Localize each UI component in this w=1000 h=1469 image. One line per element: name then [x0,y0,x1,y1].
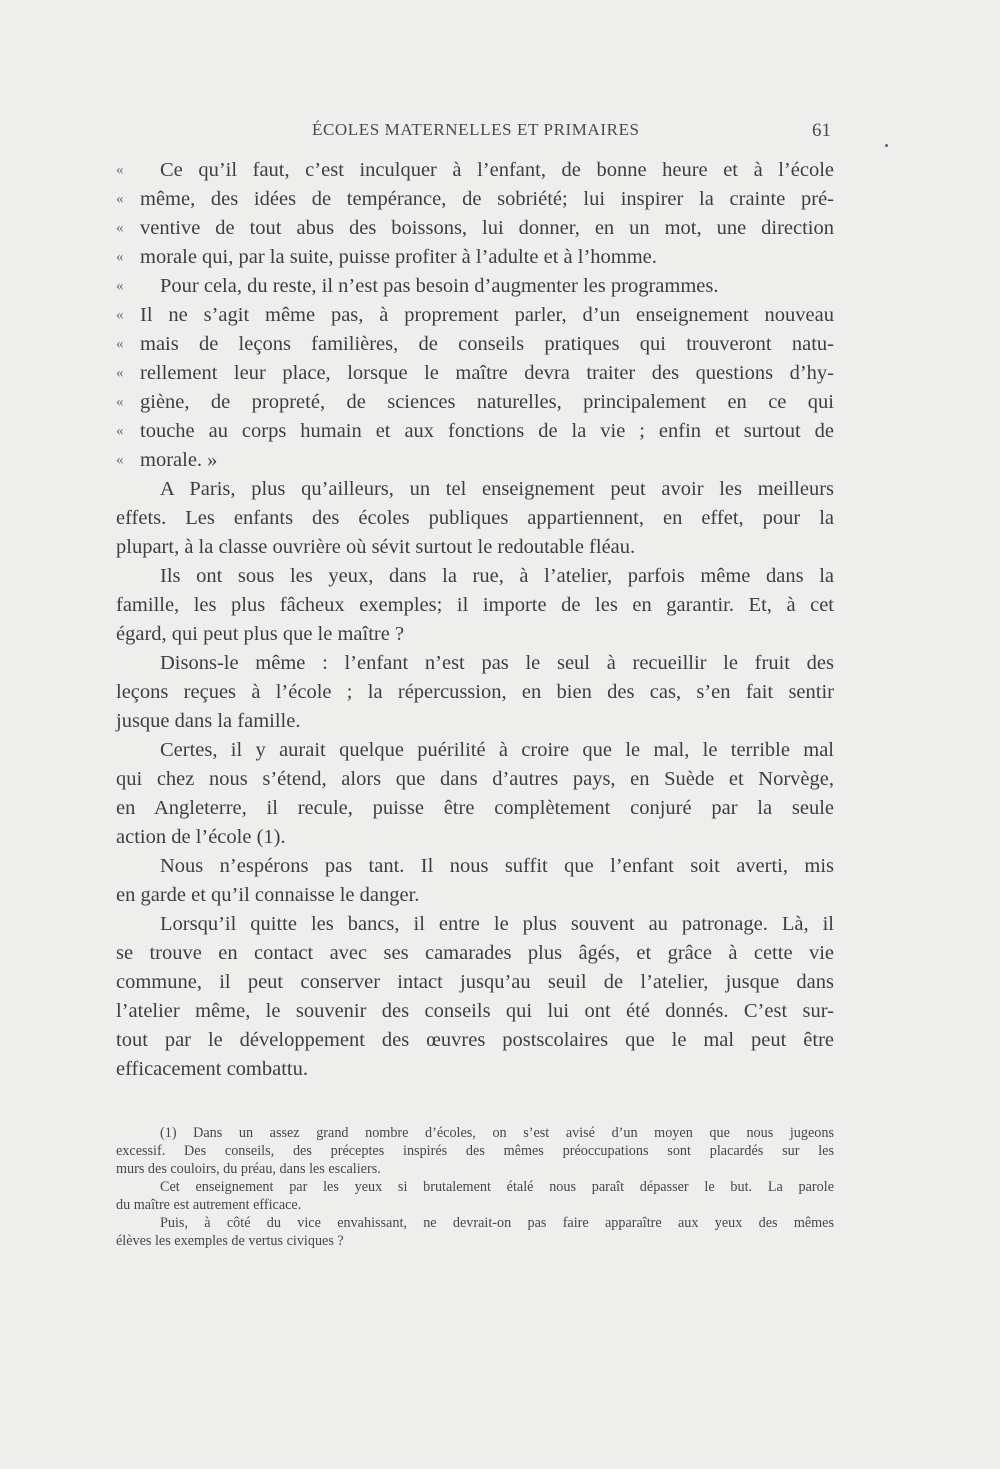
footnote-line [116,1232,834,1250]
footnotes [116,1124,834,1250]
paragraph-text: leçons reçues à l’école ; la répercussion, en bien des cas, s’en fait sentir [116,681,834,703]
paragraph-text: A Paris, plus qu’ailleurs, un tel enseignement peut avoir les meilleurs [160,478,834,500]
paragraph-line [116,968,834,997]
footnote-line [116,1178,834,1196]
quote-text: mais de leçons familières, de conseils pratiques qui trouveront natu- [140,333,834,355]
paragraph-line [116,649,834,678]
paragraph-text: tout par le développement des œuvres postscolaires que le mal peut être [116,1029,834,1051]
quotation-block [116,156,834,475]
indent-space [140,156,160,185]
running-head [0,120,1000,144]
paragraph-line [116,591,834,620]
quote-line [116,330,834,359]
quote-mark: « [116,365,124,381]
quote-line [116,272,834,301]
running-head-title: ÉCOLES MATERNELLES ET PRIMAIRES [312,120,640,139]
paragraph-line [116,910,834,939]
paragraph-text: égard, qui peut plus que le maître ? [116,623,405,645]
quote-text: Ce qu’il faut, c’est inculquer à l’enfant, de bonne heure et à l’école [160,159,834,181]
paragraph-text: qui chez nous s’étend, alors que dans d’autres pays, en Suède et Norvège, [116,768,834,790]
paragraph-line [116,852,834,881]
quote-text: giène, de propreté, de sciences naturelles, principalement en ce qui [140,391,834,413]
paragraph-line [116,533,834,562]
paragraph-text: Disons-le même : l’enfant n’est pas le seul à recueillir le fruit des [160,652,834,674]
footnote-text: Cet enseignement par les yeux si brutalement étalé nous paraît dépasser le but. La parole [160,1179,834,1195]
paragraph-line [116,794,834,823]
quote-mark: « [116,278,124,294]
quote-mark: « [116,336,124,352]
paragraph-text: plupart, à la classe ouvrière où sévit surtout le redoutable fléau. [116,536,636,558]
footnote-line [116,1214,834,1232]
quote-line [116,214,834,243]
quote-line [116,301,834,330]
quote-mark: « [116,220,124,236]
footnote-text: élèves les exemples de vertus civiques ? [116,1233,344,1249]
paragraph-line [116,823,834,852]
paragraph-text: commune, il peut conserver intact jusqu’au seuil de l’atelier, jusque dans [116,971,834,993]
quote-line [116,243,834,272]
paragraph-line [116,939,834,968]
quote-text: morale qui, par la suite, puisse profiter à l’adulte et à l’homme. [140,246,657,268]
footnote-text: murs des couloirs, du préau, dans les escaliers. [116,1161,381,1177]
paragraph-text: famille, les plus fâcheux exemples; il importe de les en garantir. Et, à cet [116,594,834,616]
quote-text: ventive de tout abus des boissons, lui donner, en un mot, une direction [140,217,834,239]
margin-speck [885,144,888,147]
footnote-line [116,1124,834,1142]
paragraph-line [116,1026,834,1055]
paragraph-text: Lorsqu’il quitte les bancs, il entre le plus souvent au patronage. Là, il [160,913,834,935]
footnote-line [116,1196,834,1214]
quote-text: rellement leur place, lorsque le maître devra traiter des questions d’hy- [140,362,834,384]
quote-mark: « [116,191,124,207]
paragraph-line [116,707,834,736]
paragraph-text: efficacement combattu. [116,1058,308,1080]
footnote-text: (1) Dans un assez grand nombre d’écoles, on s’est avisé d’un moyen que nous jugeons [160,1125,834,1141]
paragraph-line [116,678,834,707]
paragraph-line [116,620,834,649]
quote-mark: « [116,423,124,439]
indent-space [140,272,160,301]
paragraph-line [116,997,834,1026]
paragraph-line [116,475,834,504]
paragraph-text: en Angleterre, il recule, puisse être complètement conjuré par la seule [116,797,834,819]
quote-line [116,185,834,214]
paragraph-line [116,1055,834,1084]
footnote-text: excessif. Des conseils, des préceptes inspirés des mêmes préoccupations sont placardés sur les [116,1143,834,1159]
quote-line [116,417,834,446]
body-text [116,156,834,1084]
quote-line [116,446,834,475]
paragraph-text: action de l’école (1). [116,826,286,848]
paragraph-text: en garde et qu’il connaisse le danger. [116,884,420,906]
paragraph-text: l’atelier même, le souvenir des conseils qui lui ont été donnés. C’est sur- [116,1000,834,1022]
quote-mark: « [116,249,124,265]
footnote-text: Puis, à côté du vice envahissant, ne devrait-on pas faire apparaître aux yeux des mêmes [160,1215,834,1231]
quote-mark: « [116,162,124,178]
paragraph-text: Nous n’espérons pas tant. Il nous suffit que l’enfant soit averti, mis [160,855,834,877]
quote-text: Pour cela, du reste, il n’est pas besoin d’augmenter les programmes. [160,275,719,297]
paragraphs-block [116,475,834,1084]
quote-text: morale. » [140,449,218,471]
footnote-text: du maître est autrement efficace. [116,1197,302,1213]
quote-text: Il ne s’agit même pas, à proprement parler, d’un enseignement nouveau [140,304,834,326]
quote-line [116,359,834,388]
paragraph-text: effets. Les enfants des écoles publiques appartiennent, en effet, pour la [116,507,834,529]
quote-text: touche au corps humain et aux fonctions de la vie ; enfin et surtout de [140,420,834,442]
paragraph-line [116,765,834,794]
quote-line [116,388,834,417]
quote-mark: « [116,452,124,468]
quote-line [116,156,834,185]
quote-mark: « [116,394,124,410]
paragraph-text: jusque dans la famille. [116,710,301,732]
page-number: 61 [812,120,831,141]
paragraph-line [116,504,834,533]
footnote-line [116,1160,834,1178]
paragraph-text: Ils ont sous les yeux, dans la rue, à l’atelier, parfois même dans la [160,565,834,587]
paragraph-text: Certes, il y aurait quelque puérilité à croire que le mal, le terrible mal [160,739,834,761]
paragraph-line [116,881,834,910]
paragraph-line [116,562,834,591]
footnote-line [116,1142,834,1160]
quote-text: même, des idées de tempérance, de sobriété; lui inspirer la crainte pré- [140,188,834,210]
paragraph-text: se trouve en contact avec ses camarades plus âgés, et grâce à cette vie [116,942,834,964]
paragraph-line [116,736,834,765]
quote-mark: « [116,307,124,323]
